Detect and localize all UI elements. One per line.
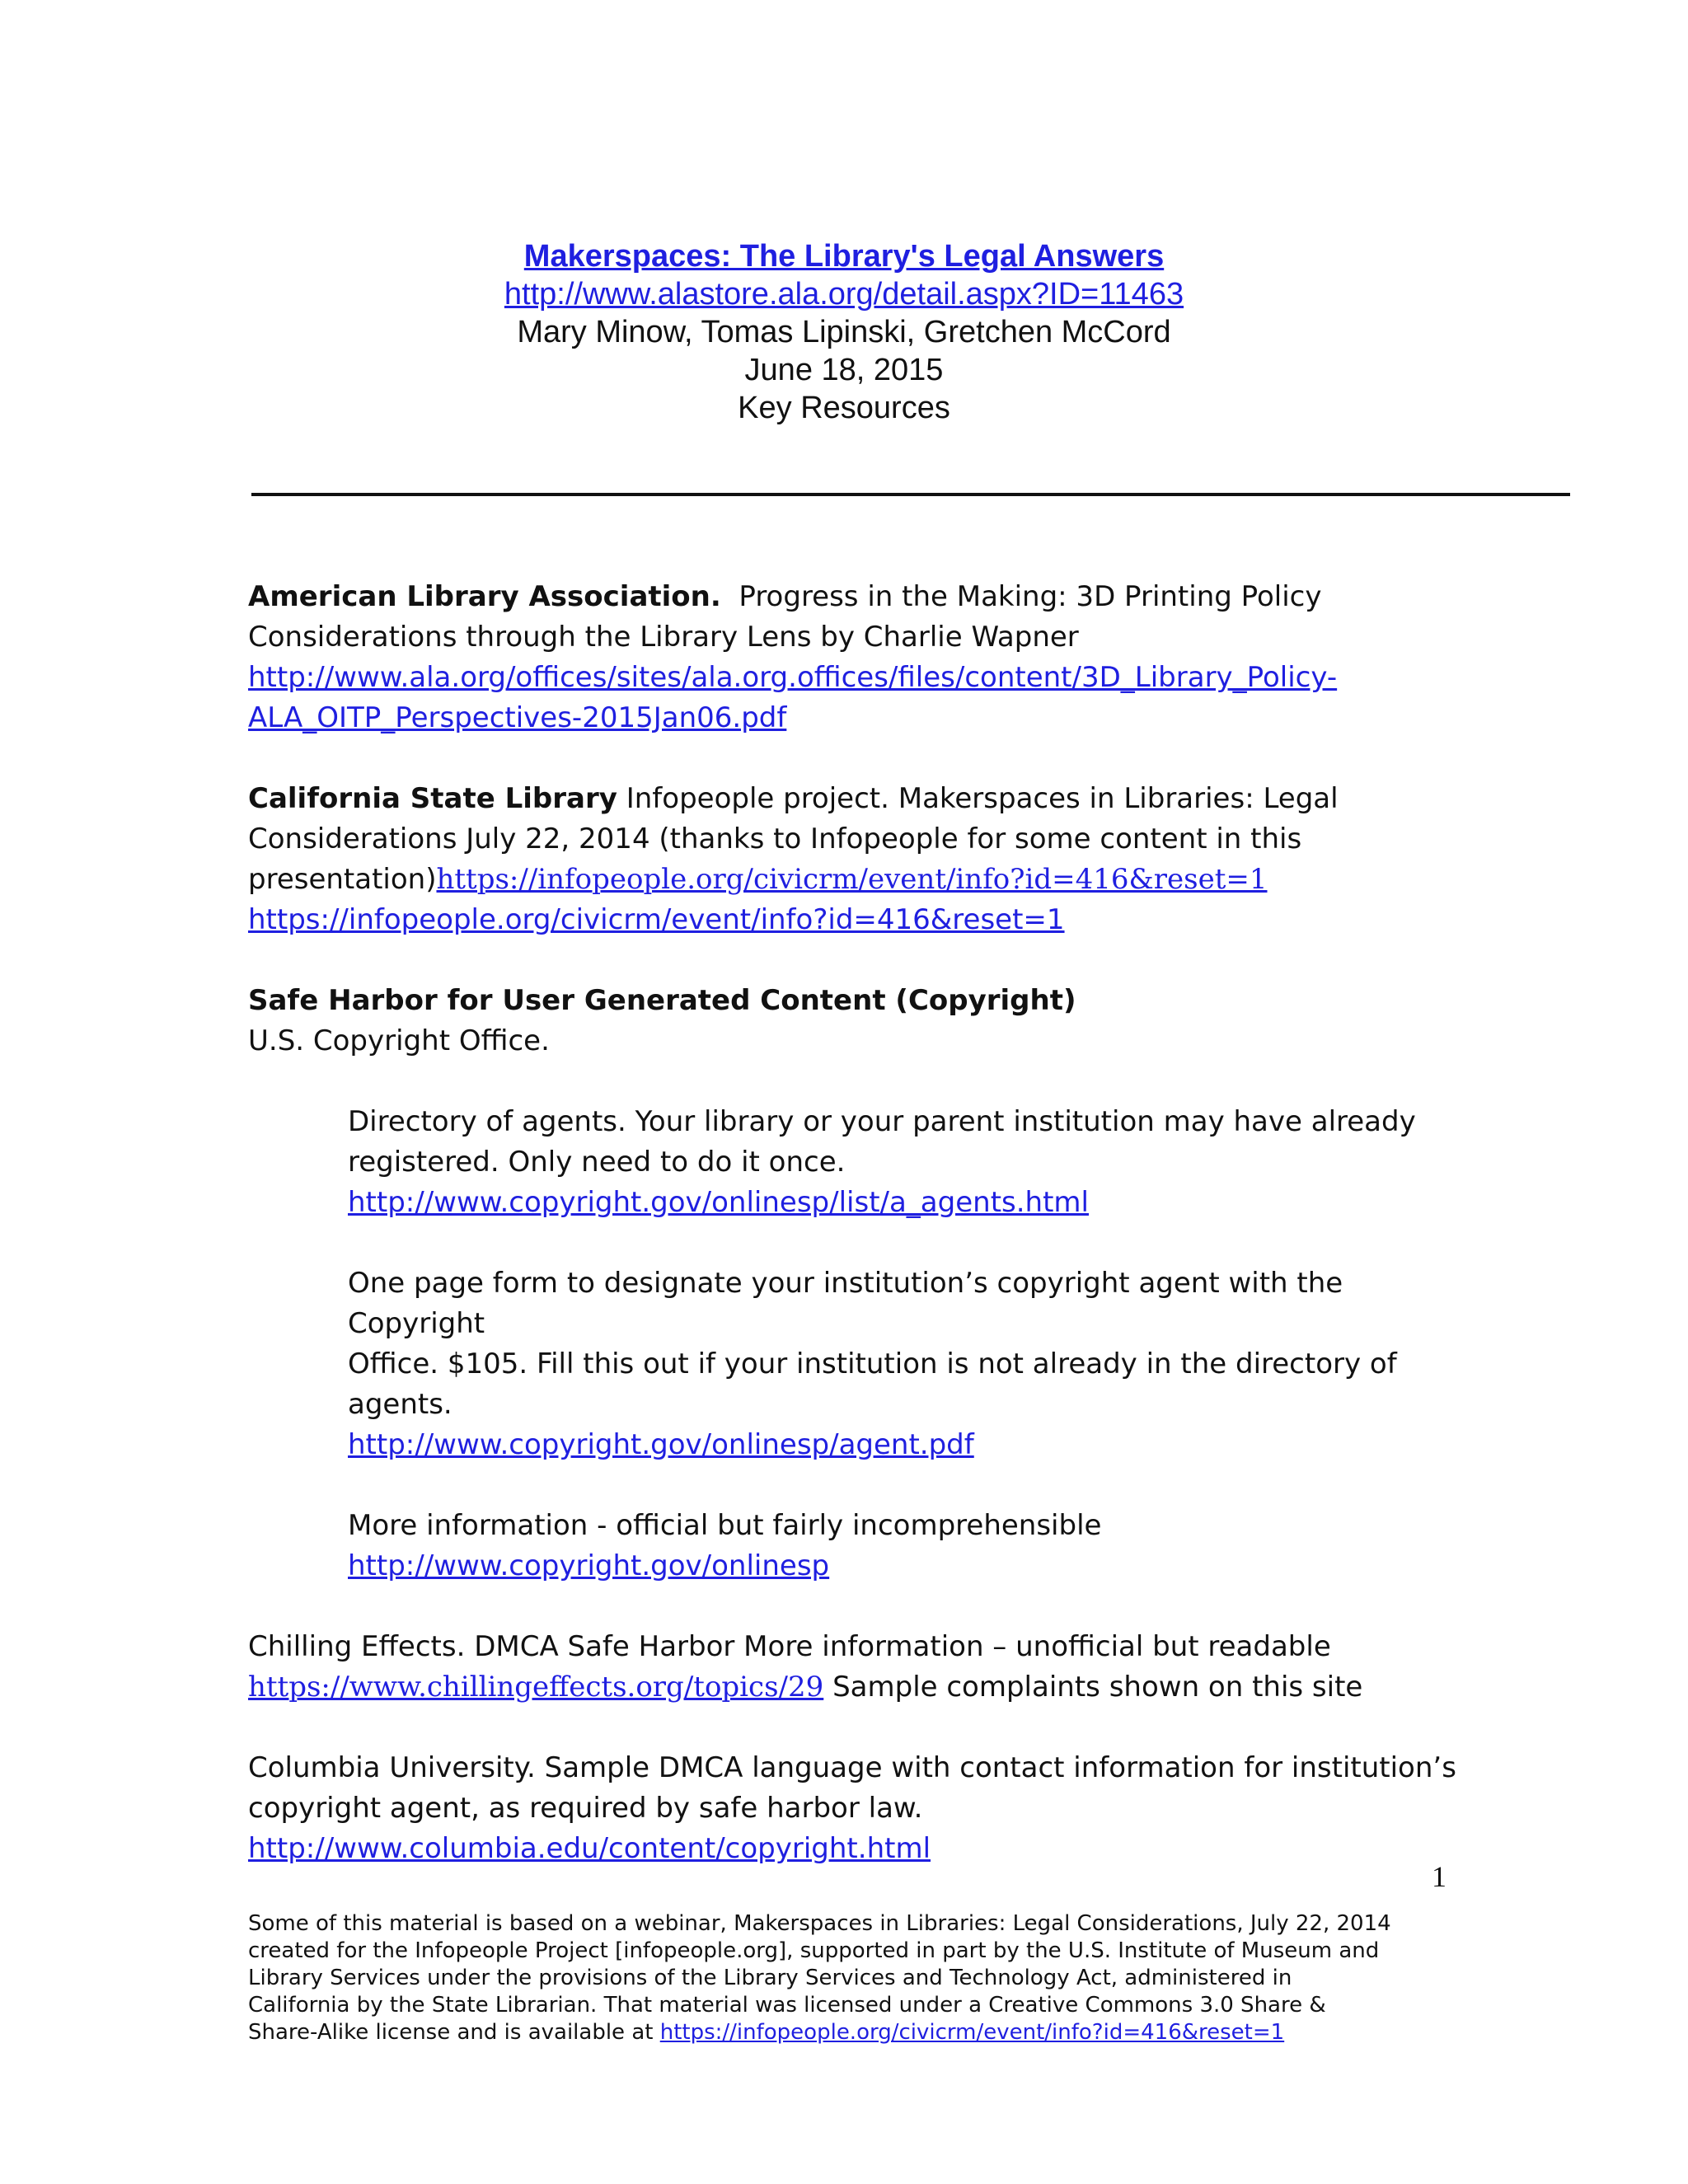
chilling-link[interactable]: https://www.chillingeffects.org/topics/29 [248, 1671, 824, 1704]
entry-ala-org: American Library Association. [248, 580, 721, 613]
entry-ala-text-1: Progress in the Making: 3D Printing Policy [738, 580, 1322, 613]
entry-more-information [348, 1506, 1468, 1586]
entry-agent-form [348, 1263, 1468, 1465]
footnote-line-4: California by the State Librarian. That material was licensed under a Creative Commons 3.0 Share & [248, 1993, 1326, 2018]
entry-ala-link-line-2[interactable]: ALA_OITP_Perspectives-2015Jan06.pdf [248, 701, 787, 734]
form-text-1: One page form to designate your institution’s copyright agent with the Copyright [348, 1267, 1343, 1340]
page-number: 1 [1432, 1860, 1447, 1893]
entry-safe-harbor [248, 981, 1468, 1062]
footnote-line-2: created for the Infopeople Project [infopeople.org], supported in part by the U.S. Institute of Museum and [248, 1938, 1380, 1963]
more-info-text: More information - official but fairly incomprehensible [348, 1509, 1102, 1542]
document-title-link[interactable]: Makerspaces: The Library's Legal Answers [523, 239, 1165, 274]
resource-list [248, 577, 1468, 1910]
agents-text-1: Directory of agents. Your library or your parent institution may have already [348, 1105, 1416, 1138]
entry-chilling-effects [248, 1627, 1468, 1708]
footnote-line-5: Share-Alike license and is available at [248, 2020, 660, 2045]
entry-agents-directory [348, 1102, 1468, 1223]
entry-ala [248, 577, 1468, 738]
footnote-line-3: Library Services under the provisions of the Library Services and Technology Act, administered in [248, 1966, 1292, 1990]
footnote-link[interactable]: https://infopeople.org/civicrm/event/info?id=416&reset=1 [659, 2020, 1285, 2045]
columbia-text-1: Columbia University. Sample DMCA language with contact information for institution’s [248, 1751, 1456, 1784]
entry-csl-text-1: Infopeople project. Makerspaces in Libraries: Legal [626, 782, 1339, 815]
form-link[interactable]: http://www.copyright.gov/onlinesp/agent.pdf [348, 1428, 974, 1461]
entry-csl-text-2: Considerations July 22, 2014 (thanks to Infopeople for some content in this [248, 823, 1302, 855]
chilling-after-text: Sample complaints shown on this site [823, 1671, 1363, 1704]
copyright-office-label: U.S. Copyright Office. [248, 1024, 550, 1057]
entry-ala-link-line-1[interactable]: http://www.ala.org/offices/sites/ala.org.offices/files/content/3D_Library_Policy- [248, 661, 1338, 694]
footnote-line-1: Some of this material is based on a webinar, Makerspaces in Libraries: Legal Considerations, July 22, 2014 [248, 1911, 1391, 1936]
alastore-link[interactable]: http://www.alastore.ala.org/detail.aspx?ID=11463 [504, 277, 1184, 312]
document-date: June 18, 2015 [744, 353, 944, 387]
document-subtitle: Key Resources [738, 391, 950, 425]
entry-csl [248, 779, 1468, 940]
form-text-3: agents. [348, 1388, 452, 1421]
form-text-2: Office. $105. Fill this out if your institution is not already in the directory of [348, 1347, 1397, 1380]
entry-csl-org: California State Library [248, 782, 617, 815]
agents-link[interactable]: http://www.copyright.gov/onlinesp/list/a_agents.html [348, 1186, 1089, 1219]
entry-ala-text-2: Considerations through the Library Lens by Charlie Wapner [248, 621, 1079, 654]
entry-csl-text-3: presentation) [248, 863, 437, 896]
authors: Mary Minow, Tomas Lipinski, Gretchen McCord [517, 315, 1171, 349]
footnote [248, 1910, 1468, 2046]
horizontal-divider [251, 493, 1570, 496]
more-info-link[interactable]: http://www.copyright.gov/onlinesp [348, 1549, 830, 1582]
document-header [0, 237, 1688, 427]
safe-harbor-heading: Safe Harbor for User Generated Content (Copyright) [248, 984, 1076, 1017]
columbia-link[interactable]: http://www.columbia.edu/content/copyright.html [248, 1832, 931, 1865]
entry-columbia [248, 1748, 1468, 1869]
entry-csl-link[interactable]: https://infopeople.org/civicrm/event/info?id=416&reset=1 [248, 903, 1065, 936]
chilling-text: Chilling Effects. DMCA Safe Harbor More information – unofficial but readable [248, 1630, 1331, 1663]
entry-csl-link-serif[interactable]: https://infopeople.org/civicrm/event/info?id=416&reset=1 [436, 863, 1268, 896]
columbia-text-2: copyright agent, as required by safe harbor law. [248, 1792, 923, 1825]
agents-text-2: registered. Only need to do it once. [348, 1146, 846, 1179]
